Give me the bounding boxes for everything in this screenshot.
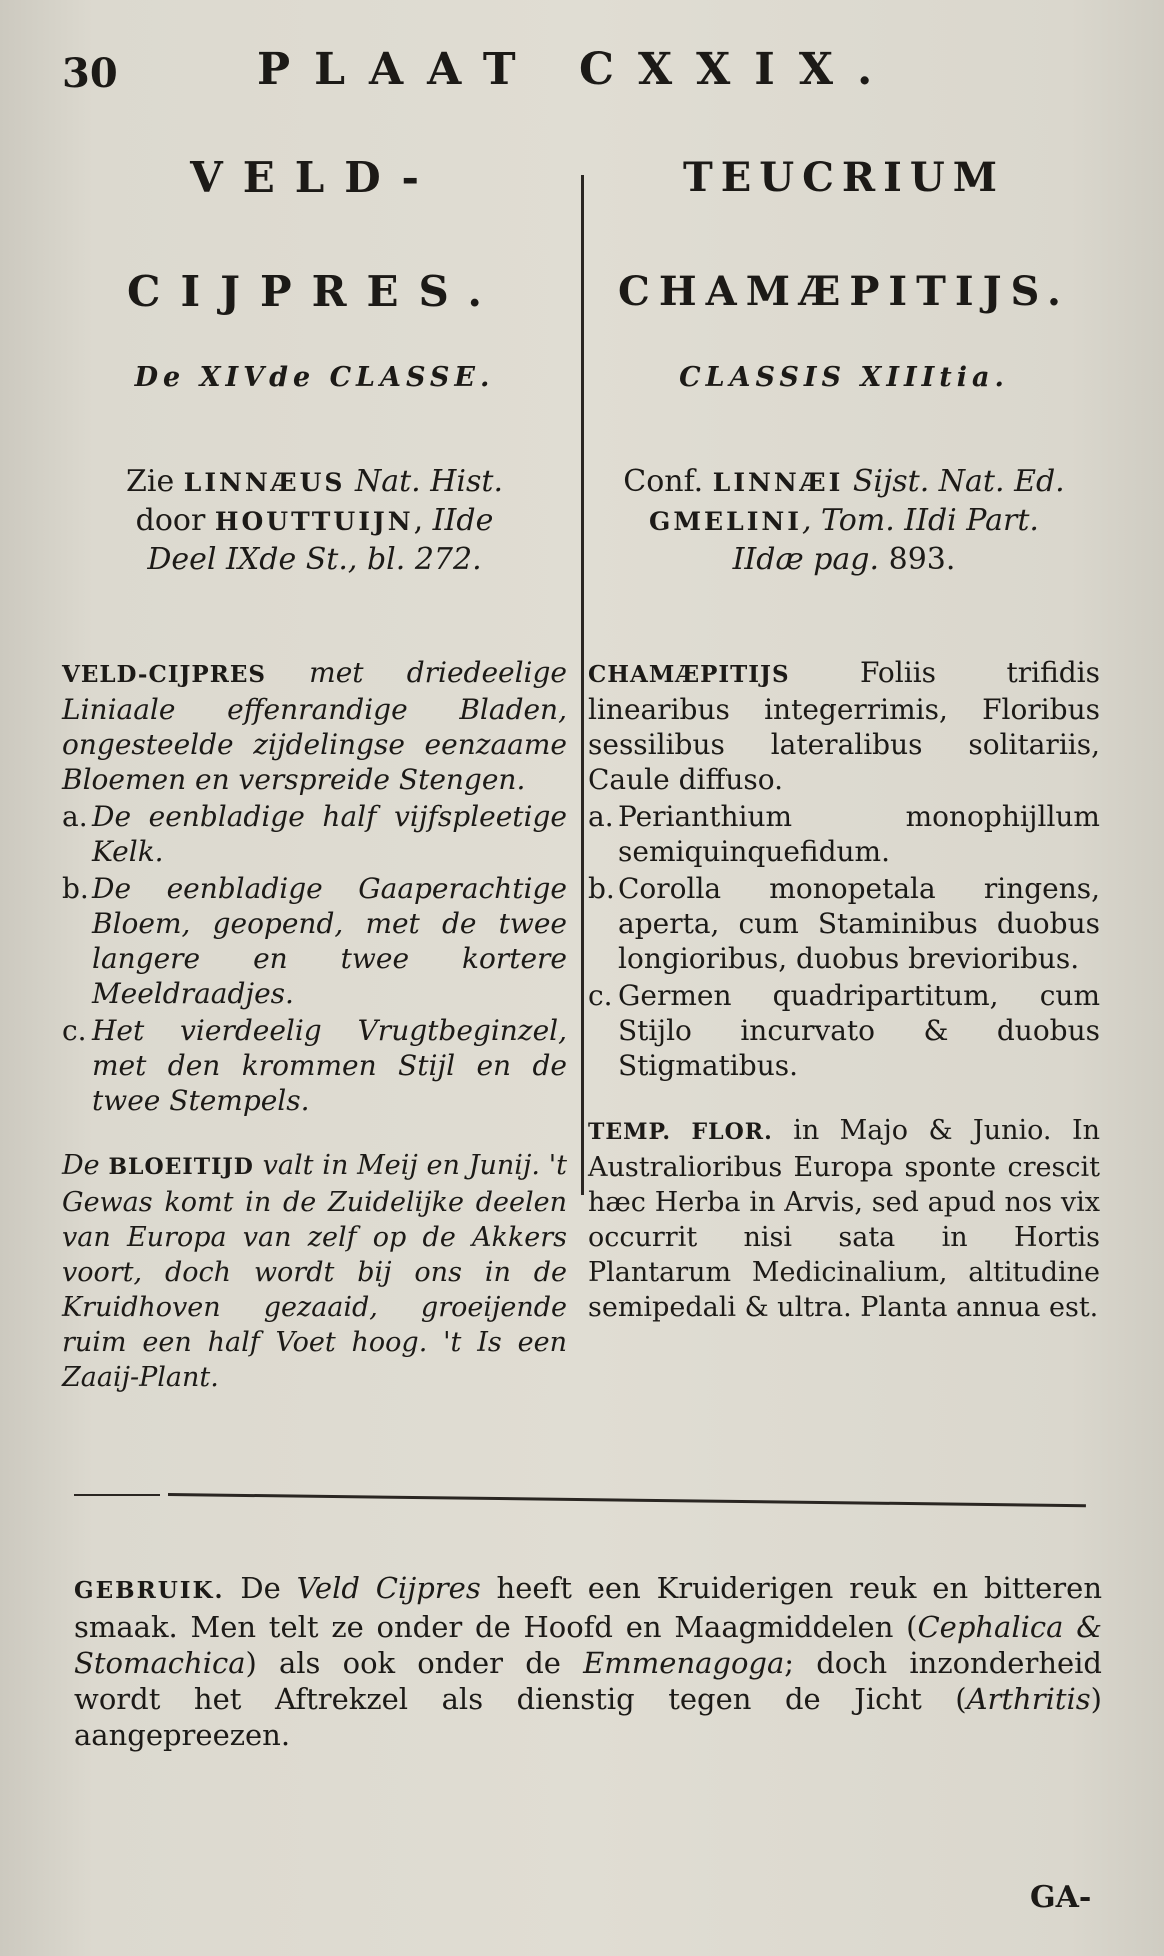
left-title-line2: CIJPRES. [127, 267, 502, 316]
right-description [588, 655, 1100, 1083]
item-text: Het vierdeelig Vrugtbeginzel, met den krommen Stijl en de twee Stempels. [92, 1014, 567, 1117]
plate-title: PLAAT CXXIX. [257, 44, 897, 95]
ref-tom: , Tom. IIdi Part. [801, 503, 1039, 538]
ref-ilde: IIde [432, 503, 494, 538]
item-letter: a. [588, 800, 614, 833]
usage-text: ) aangepreezen. [74, 1682, 1102, 1752]
ref-houttuijn: HOUTTUIJN [214, 507, 414, 536]
item-letter: b. [62, 872, 89, 905]
left-reference [62, 463, 567, 579]
left-classe: De XIVde CLASSE. [134, 362, 495, 393]
right-title-line2: CHAMÆPITIJS. [618, 268, 1070, 315]
right-flowering [588, 1113, 1100, 1325]
right-flowering-lead: TEMP. FLOR. [588, 1119, 773, 1145]
ref-door: door [135, 503, 206, 538]
usage-text: De [240, 1571, 281, 1605]
left-title-line1: VELD- [190, 153, 439, 202]
usage-italic: Arthritis [966, 1682, 1091, 1716]
left-item-a [62, 799, 567, 869]
page-number: 30 [62, 50, 118, 97]
right-classe: CLASSIS XIIItia. [679, 362, 1009, 393]
usage-text: ; doch inzonderheid wordt het Aftrekzel als dienstig tegen de Jicht ( [74, 1646, 1103, 1716]
ref-comma: , [413, 503, 424, 538]
right-item-c [588, 978, 1100, 1083]
item-letter: b. [588, 872, 615, 905]
usage-italic: Veld Cijpres [296, 1571, 481, 1605]
item-text: De eenbladige half vijfspleetige Kelk. [92, 800, 567, 868]
left-description [62, 655, 567, 1118]
ref-linnaeus: LINNÆUS [183, 468, 346, 497]
ref-deel-st: Deel IXde St. [147, 542, 348, 577]
section-rule-short [74, 1494, 160, 1496]
item-text: Germen quadripartitum, cum Stijlo incurvato & duobus Stigmatibus. [618, 979, 1100, 1082]
left-item-b [62, 871, 567, 1011]
ref-conf: Conf. [623, 464, 704, 499]
ref-sijst: Sijst. Nat. Ed. [852, 464, 1065, 499]
ref-zie: Zie [126, 464, 175, 499]
left-item-c [62, 1013, 567, 1118]
left-flowering-pre: De [62, 1150, 100, 1181]
right-item-a [588, 799, 1100, 869]
column-divider [581, 175, 584, 1195]
right-description-text: Foliis trifidis linearibus integerrimis, Floribus sessilibus lateralibus solitariis, Caule diffuso. [588, 656, 1100, 796]
item-text: De eenbladige Gaaperachtige Bloem, geopend, met de twee langere en twee kortere Meeldraadjes. [92, 872, 567, 1010]
ref-bl: , bl. 272. [347, 542, 482, 577]
left-column [62, 150, 567, 1395]
ref-pag: IIdæ pag. [732, 542, 880, 577]
item-text: Corolla monopetala ringens, aperta, cum Staminibus duobus longioribus, duobus brevioribus. [618, 872, 1100, 975]
right-title-line1: TEUCRIUM [682, 154, 1006, 201]
ref-linnaei: LINNÆI [712, 468, 844, 497]
left-flowering [62, 1148, 567, 1395]
left-description-text: met driedeelige Liniaale effenrandige Bladen, ongesteelde zijdelingse eenzaame Bloemen en verspreide Stengen. [62, 656, 568, 796]
usage-text: ) als ook onder de [245, 1646, 561, 1680]
ref-gmelini: GMELINI [649, 507, 802, 536]
item-letter: c. [588, 979, 613, 1012]
usage-text: heeft een Kruiderigen reuk en bitteren smaak. Men telt ze onder de Hoofd en Maagmiddelen ( [74, 1571, 1102, 1644]
catchword: GA- [1030, 1880, 1092, 1915]
item-text: Perianthium monophijllum semiquinquefidum. [618, 800, 1100, 868]
item-letter: a. [62, 800, 88, 833]
right-flowering-text: in Majo & Junio. In Australioribus Europa sponte crescit hæc Herba in Arvis, sed apud nos vix occurrit nisi sata in Hortis Plantarum Medicinalium, altitudine semipedali & ultra. Planta annua est. [588, 1115, 1101, 1323]
usage-paragraph [74, 1570, 1102, 1753]
ref-num: 893. [888, 542, 956, 577]
right-column [588, 150, 1100, 1325]
usage-italic: Cephalica & Stomachica [74, 1610, 1103, 1680]
section-rule [168, 1493, 1086, 1507]
left-flowering-text: valt in Meij en Junij. 't Gewas komt in de Zuidelijke deelen van Europa van zelf op de Akkers voort, doch wordt bij ons in de Kruidhoven gezaaid, groeijende ruim een half Voet hoog. 't Is een Zaaij-Plant. [62, 1150, 567, 1393]
right-reference [588, 463, 1100, 579]
item-letter: c. [62, 1014, 87, 1047]
left-flowering-lead: BLOEITIJD [108, 1154, 254, 1180]
right-item-b [588, 871, 1100, 976]
usage-lead: GEBRUIK. [74, 1577, 225, 1604]
usage-italic: Emmenagoga [583, 1646, 785, 1680]
page-header [62, 38, 1102, 108]
ref-nat-hist: Nat. Hist. [354, 464, 503, 499]
right-description-lead: CHAMÆPITIJS [588, 661, 790, 688]
left-description-lead: VELD-CIJPRES [62, 661, 266, 688]
